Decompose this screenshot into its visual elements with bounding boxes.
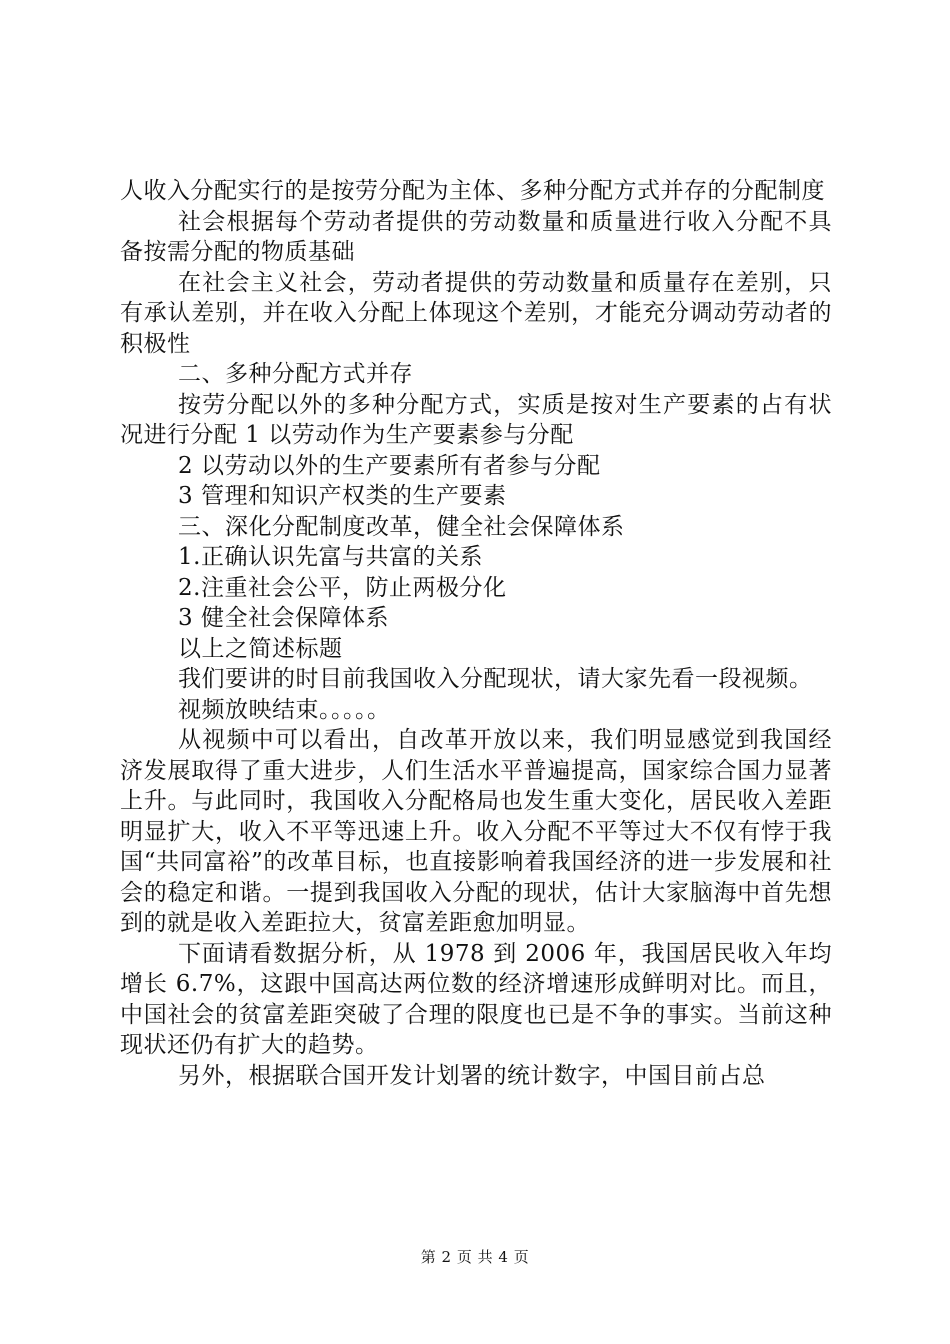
list-item-3b: 3 健全社会保障体系 [178, 605, 389, 631]
list-item-1: 1.正确认识先富与共富的关系 [178, 544, 483, 570]
paragraph-video-intro: 我们要讲的时目前我国收入分配现状，请大家先看一段视频。 [178, 666, 813, 692]
page-footer: 第 2 页 共 4 页 [420, 1248, 530, 1266]
paragraph-undp: 另外，根据联合国开发计划署的统计数字，中国目前占总 [178, 1062, 766, 1089]
list-item-3: 3 管理和知识产权类的生产要素 [178, 483, 507, 509]
section-heading-2: 二、多种分配方式并存 [178, 361, 413, 387]
paragraph-3: 在社会主义社会，劳动者提供的劳动数量和质量存在差别，只有承认差别，并在收入分配上体现这个差别，才能充分调动劳动者的积极性 [120, 269, 832, 357]
paragraph-5: 按劳分配以外的多种分配方式，实质是按对生产要素的占有状况进行分配 1 以劳动作为生产要素参与分配 [120, 391, 832, 448]
paragraph-video-end: 视频放映结束。。。。。 [178, 696, 391, 723]
paragraph-data: 下面请看数据分析，从 1978 到 2006 年，我国居民收入年均增长 6.7%，这跟中国高达两位数的经济增速形成鲜明对比。而且，中国社会的贫富差距突破了合理的限度也已是不争的事实。当前这种现状还仍有扩大的趋势。 [120, 940, 832, 1058]
paragraph-summary: 以上之简述标题 [178, 635, 343, 662]
document-body [120, 176, 832, 1091]
list-item-2: 2 以劳动以外的生产要素所有者参与分配 [178, 452, 601, 479]
list-item-2b: 2.注重社会公平，防止两极分化 [178, 574, 507, 601]
paragraph-1: 人收入分配实行的是按劳分配为主体、多种分配方式并存的分配制度 [120, 178, 825, 204]
section-heading-3: 三、深化分配制度改革，健全社会保障体系 [178, 513, 625, 540]
paragraph-analysis: 从视频中可以看出，自改革开放以来，我们明显感觉到我国经济发展取得了重大进步，人们生活水平普遍提高，国家综合国力显著上升。与此同时，我国收入分配格局也发生重大变化，居民收入差距明显扩大，收入不平等迅速上升。收入分配不平等过大不仅有悖于我国“共同富裕”的改革目标，也直接影响着我国经济的进一步发展和社会的稳定和谐。一提到我国收入分配的现状，估计大家脑海中首先想到的就是收入差距拉大，贫富差距愈加明显。 [120, 727, 832, 936]
paragraph-2: 社会根据每个劳动者提供的劳动数量和质量进行收入分配不具备按需分配的物质基础 [120, 208, 832, 265]
